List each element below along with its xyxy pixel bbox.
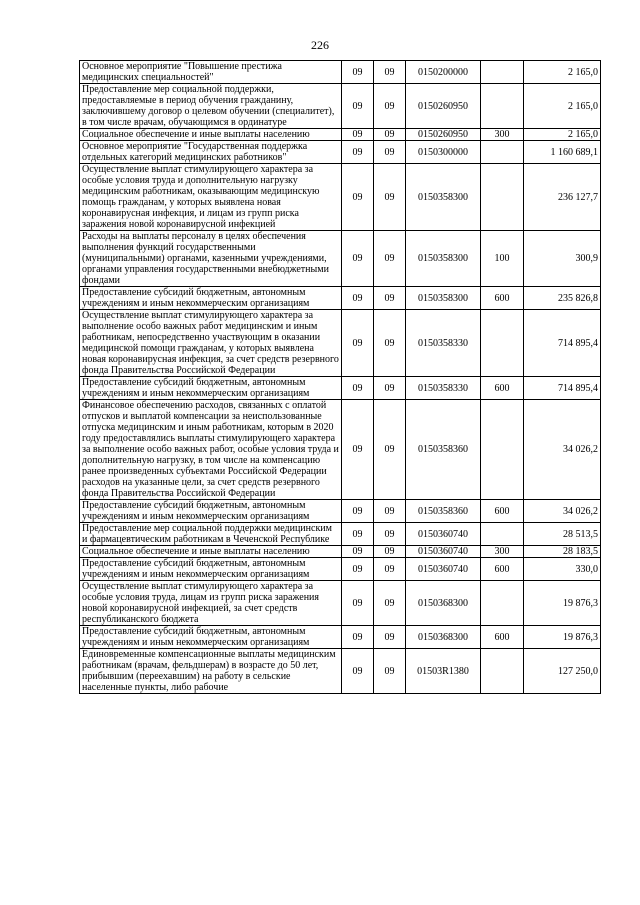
expense-type-code: 300 xyxy=(481,546,524,558)
target-article-code: 0150360740 xyxy=(406,523,481,546)
section-code: 09 xyxy=(342,377,374,400)
row-name: Предоставление субсидий бюджетным, автономным учреждениям и иным некоммерческим организациям xyxy=(80,626,342,649)
target-article-code: 0150358360 xyxy=(406,500,481,523)
table-row xyxy=(80,500,601,523)
target-article-code: 0150360740 xyxy=(406,546,481,558)
expense-type-code: 600 xyxy=(481,626,524,649)
expense-type-code: 600 xyxy=(481,500,524,523)
subsection-code: 09 xyxy=(374,164,406,231)
target-article-code: 0150358300 xyxy=(406,287,481,310)
section-code: 09 xyxy=(342,84,374,129)
table-row xyxy=(80,649,601,694)
expense-type-code xyxy=(481,649,524,694)
target-article-code: 0150260950 xyxy=(406,129,481,141)
page-number: 226 xyxy=(311,38,329,52)
table-row xyxy=(80,400,601,500)
expense-type-code: 600 xyxy=(481,558,524,581)
section-code: 09 xyxy=(342,141,374,164)
subsection-code: 09 xyxy=(374,626,406,649)
amount: 19 876,3 xyxy=(524,626,601,649)
expense-type-code: 300 xyxy=(481,129,524,141)
row-name: Социальное обеспечение и иные выплаты населению xyxy=(80,546,342,558)
expense-type-code xyxy=(481,310,524,377)
target-article-code: 01503R1380 xyxy=(406,649,481,694)
amount: 714 895,4 xyxy=(524,310,601,377)
subsection-code: 09 xyxy=(374,400,406,500)
subsection-code: 09 xyxy=(374,84,406,129)
row-name: Финансовое обеспечению расходов, связанных с оплатой отпусков и выплатой компенсации за неиспользованные отпуска медицинским и иным работникам, которым в 2020 году предоставлялись выплаты стимулирующего характера за выполнение особо важных работ, особые условия труда и дополнительную нагрузку, в том числе на компенсацию ранее произведенных субъектами Российской Федерации расходов на указанные цели, за счет средств резервного фонда Правительства Российской Федерации xyxy=(80,400,342,500)
subsection-code: 09 xyxy=(374,141,406,164)
subsection-code: 09 xyxy=(374,649,406,694)
target-article-code: 0150368300 xyxy=(406,581,481,626)
subsection-code: 09 xyxy=(374,523,406,546)
row-name: Расходы на выплаты персоналу в целях обеспечения выполнения функций государственными (муниципальными) органами, казенными учреждениями, органами управления государственными внебюджетными фондами xyxy=(80,231,342,287)
subsection-code: 09 xyxy=(374,558,406,581)
table-row xyxy=(80,129,601,141)
amount: 236 127,7 xyxy=(524,164,601,231)
table-row xyxy=(80,164,601,231)
row-name: Предоставление мер социальной поддержки, предоставляемые в период обучения гражданину, заключившему договор о целевом обучении (специалитет), в том числе врачам, обучающимся в ординатуре xyxy=(80,84,342,129)
table-row xyxy=(80,546,601,558)
section-code: 09 xyxy=(342,310,374,377)
table-row xyxy=(80,84,601,129)
target-article-code: 0150368300 xyxy=(406,626,481,649)
expense-type-code: 600 xyxy=(481,377,524,400)
target-article-code: 0150260950 xyxy=(406,84,481,129)
amount: 28 183,5 xyxy=(524,546,601,558)
amount: 34 026,2 xyxy=(524,500,601,523)
target-article-code: 0150358330 xyxy=(406,310,481,377)
expense-type-code: 600 xyxy=(481,287,524,310)
amount: 1 160 689,1 xyxy=(524,141,601,164)
section-code: 09 xyxy=(342,523,374,546)
subsection-code: 09 xyxy=(374,581,406,626)
amount: 714 895,4 xyxy=(524,377,601,400)
amount: 34 026,2 xyxy=(524,400,601,500)
expense-type-code xyxy=(481,523,524,546)
section-code: 09 xyxy=(342,581,374,626)
budget-table-body xyxy=(80,61,601,694)
section-code: 09 xyxy=(342,231,374,287)
row-name: Предоставление субсидий бюджетным, автономным учреждениям и иным некоммерческим организациям xyxy=(80,287,342,310)
section-code: 09 xyxy=(342,61,374,84)
subsection-code: 09 xyxy=(374,61,406,84)
expense-type-code xyxy=(481,84,524,129)
subsection-code: 09 xyxy=(374,546,406,558)
expense-type-code xyxy=(481,141,524,164)
target-article-code: 0150358300 xyxy=(406,164,481,231)
target-article-code: 0150360740 xyxy=(406,558,481,581)
expense-type-code xyxy=(481,400,524,500)
amount: 235 826,8 xyxy=(524,287,601,310)
expense-type-code xyxy=(481,164,524,231)
subsection-code: 09 xyxy=(374,500,406,523)
subsection-code: 09 xyxy=(374,310,406,377)
row-name: Единовременные компенсационные выплаты медицинским работникам (врачам, фельдшерам) в возрасте до 50 лет, прибывшим (переехавшим) на работу в сельские населенные пункты, либо рабочие xyxy=(80,649,342,694)
row-name: Предоставление мер социальной поддержки медицинским и фармацевтическим работникам в Чеченской Республике xyxy=(80,523,342,546)
table-row xyxy=(80,626,601,649)
subsection-code: 09 xyxy=(374,377,406,400)
expense-type-code: 100 xyxy=(481,231,524,287)
budget-table xyxy=(79,60,601,694)
expense-type-code xyxy=(481,61,524,84)
table-row xyxy=(80,61,601,84)
subsection-code: 09 xyxy=(374,231,406,287)
target-article-code: 0150200000 xyxy=(406,61,481,84)
subsection-code: 09 xyxy=(374,287,406,310)
section-code: 09 xyxy=(342,626,374,649)
target-article-code: 0150358330 xyxy=(406,377,481,400)
row-name: Социальное обеспечение и иные выплаты населению xyxy=(80,129,342,141)
row-name: Основное мероприятие "Повышение престижа медицинских специальностей" xyxy=(80,61,342,84)
section-code: 09 xyxy=(342,164,374,231)
row-name: Осуществление выплат стимулирующего характера за особые условия труда, лицам из групп риска заражения новой коронавирусной инфекцией, за счет средств республиканского бюджета xyxy=(80,581,342,626)
amount: 28 513,5 xyxy=(524,523,601,546)
amount: 330,0 xyxy=(524,558,601,581)
row-name: Осуществление выплат стимулирующего характера за выполнение особо важных работ медицинским и иным работникам, непосредственно участвующим в оказании медицинской помощи гражданам, у которых выявлена новая коронавирусная инфекция, за счет средств резервного фонда Правительства Российской Федерации xyxy=(80,310,342,377)
table-row xyxy=(80,558,601,581)
target-article-code: 0150358360 xyxy=(406,400,481,500)
amount: 2 165,0 xyxy=(524,84,601,129)
amount: 2 165,0 xyxy=(524,129,601,141)
row-name: Предоставление субсидий бюджетным, автономным учреждениям и иным некоммерческим организациям xyxy=(80,377,342,400)
target-article-code: 0150300000 xyxy=(406,141,481,164)
amount: 300,9 xyxy=(524,231,601,287)
subsection-code: 09 xyxy=(374,129,406,141)
amount: 127 250,0 xyxy=(524,649,601,694)
section-code: 09 xyxy=(342,400,374,500)
table-row xyxy=(80,231,601,287)
table-row xyxy=(80,581,601,626)
section-code: 09 xyxy=(342,500,374,523)
section-code: 09 xyxy=(342,129,374,141)
table-row xyxy=(80,141,601,164)
table-row xyxy=(80,377,601,400)
section-code: 09 xyxy=(342,287,374,310)
section-code: 09 xyxy=(342,546,374,558)
amount: 19 876,3 xyxy=(524,581,601,626)
row-name: Предоставление субсидий бюджетным, автономным учреждениям и иным некоммерческим организациям xyxy=(80,500,342,523)
row-name: Предоставление субсидий бюджетным, автономным учреждениям и иным некоммерческим организациям xyxy=(80,558,342,581)
amount: 2 165,0 xyxy=(524,61,601,84)
table-row xyxy=(80,287,601,310)
table-row xyxy=(80,310,601,377)
expense-type-code xyxy=(481,581,524,626)
row-name: Основное мероприятие "Государственная поддержка отдельных категорий медицинских работников" xyxy=(80,141,342,164)
section-code: 09 xyxy=(342,649,374,694)
row-name: Осуществление выплат стимулирующего характера за особые условия труда и дополнительную нагрузку медицинским работникам, оказывающим медицинскую помощь гражданам, у которых выявлена новая коронавирусная инфекция, и лицам из групп риска заражения новой коронавирусной инфекцией xyxy=(80,164,342,231)
table-row xyxy=(80,523,601,546)
section-code: 09 xyxy=(342,558,374,581)
target-article-code: 0150358300 xyxy=(406,231,481,287)
